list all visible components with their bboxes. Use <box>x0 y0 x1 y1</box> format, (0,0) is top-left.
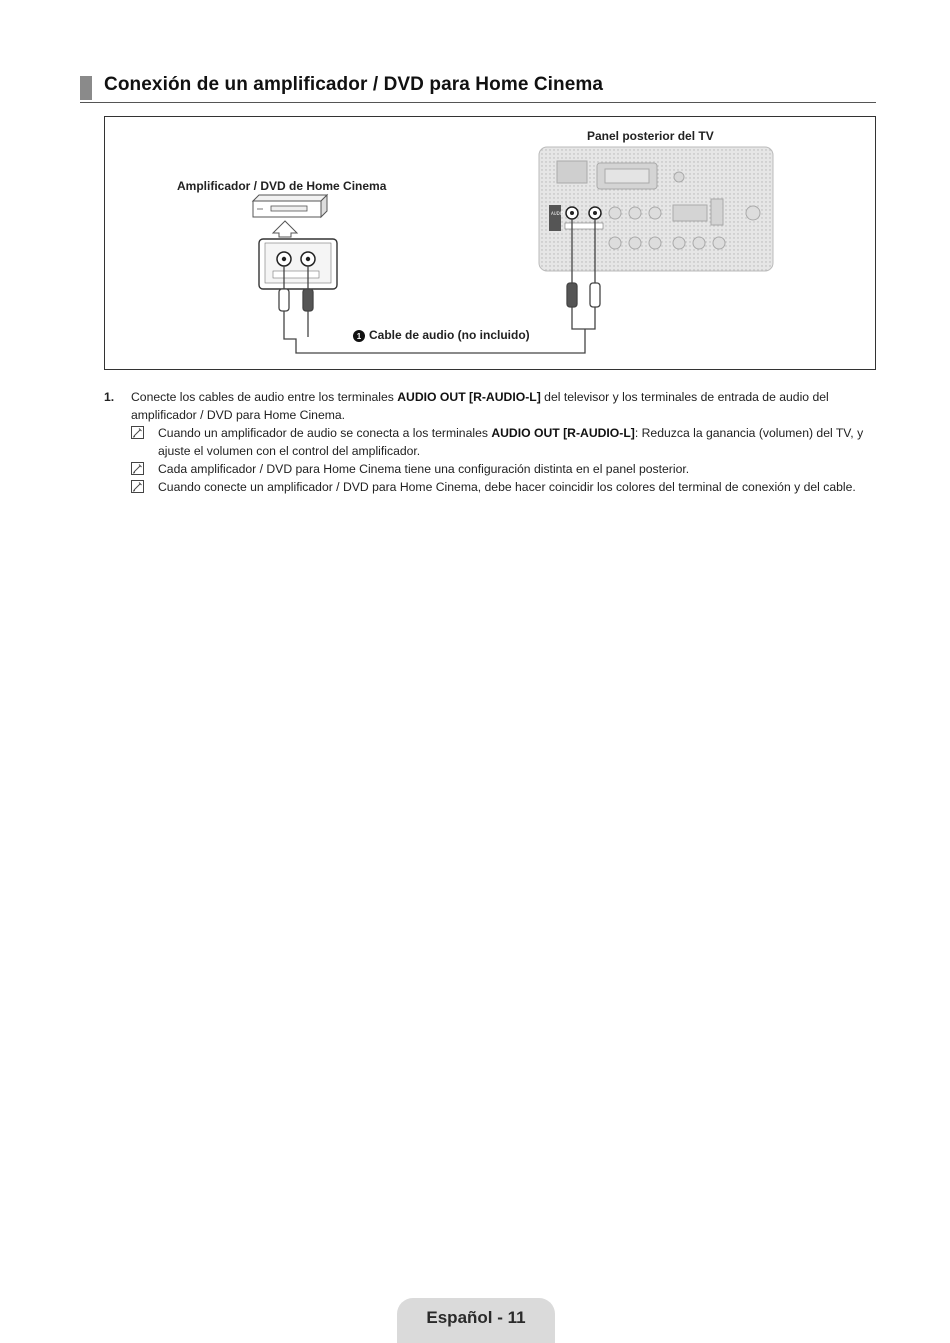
cable-label: Cable de audio (no incluido) <box>369 328 530 342</box>
note-text: Cuando conecte un amplificador / DVD para Home Cinema, debe hacer coincidir los colores del terminal de conexión y del cable. <box>158 480 856 494</box>
amplifier-audio-in-panel <box>259 239 337 289</box>
section-header <box>80 74 876 103</box>
note-icon <box>131 480 144 493</box>
cable-number: 1 <box>356 332 362 341</box>
amplifier-label: Amplificador / DVD de Home Cinema <box>177 179 387 193</box>
amplifier-device <box>253 195 327 217</box>
tv-rear-panel <box>539 147 773 271</box>
step-text-end: del televisor y los terminales de entrada de audio del amplificador / DVD para Home Cinema. <box>131 390 829 422</box>
note-text: Cuando un amplificador de audio se conecta a los terminales <box>158 426 492 440</box>
instructions <box>104 388 874 496</box>
title-marker <box>80 76 92 100</box>
instruction-step <box>104 388 874 424</box>
note-text: Cada amplificador / DVD para Home Cinema tiene una configuración distinta en el panel posterior. <box>158 462 690 476</box>
step-emphasis: AUDIO OUT [R-AUDIO-L] <box>397 390 541 404</box>
note-item <box>104 460 874 478</box>
step-number: 1. <box>104 390 115 404</box>
page-footer <box>397 1298 555 1343</box>
page-number: Español - 11 <box>426 1308 526 1327</box>
note-icon <box>131 426 144 439</box>
tv-panel-label: Panel posterior del TV <box>587 129 714 143</box>
connection-diagram <box>104 116 876 370</box>
note-item <box>104 424 874 460</box>
note-icon <box>131 462 144 475</box>
note-emphasis: AUDIO OUT [R-AUDIO-L] <box>491 426 635 440</box>
svg-text:AUDIO: AUDIO <box>551 211 565 216</box>
step-text: Conecte los cables de audio entre los terminales <box>131 390 398 404</box>
page-title: Conexión de un amplificador / DVD para Home Cinema <box>104 74 604 95</box>
note-text-end: : Reduzca la ganancia (volumen) del TV, y ajuste el volumen con el control del amplificador. <box>158 426 864 458</box>
note-item <box>104 478 874 496</box>
arrow-up-icon <box>273 221 297 237</box>
